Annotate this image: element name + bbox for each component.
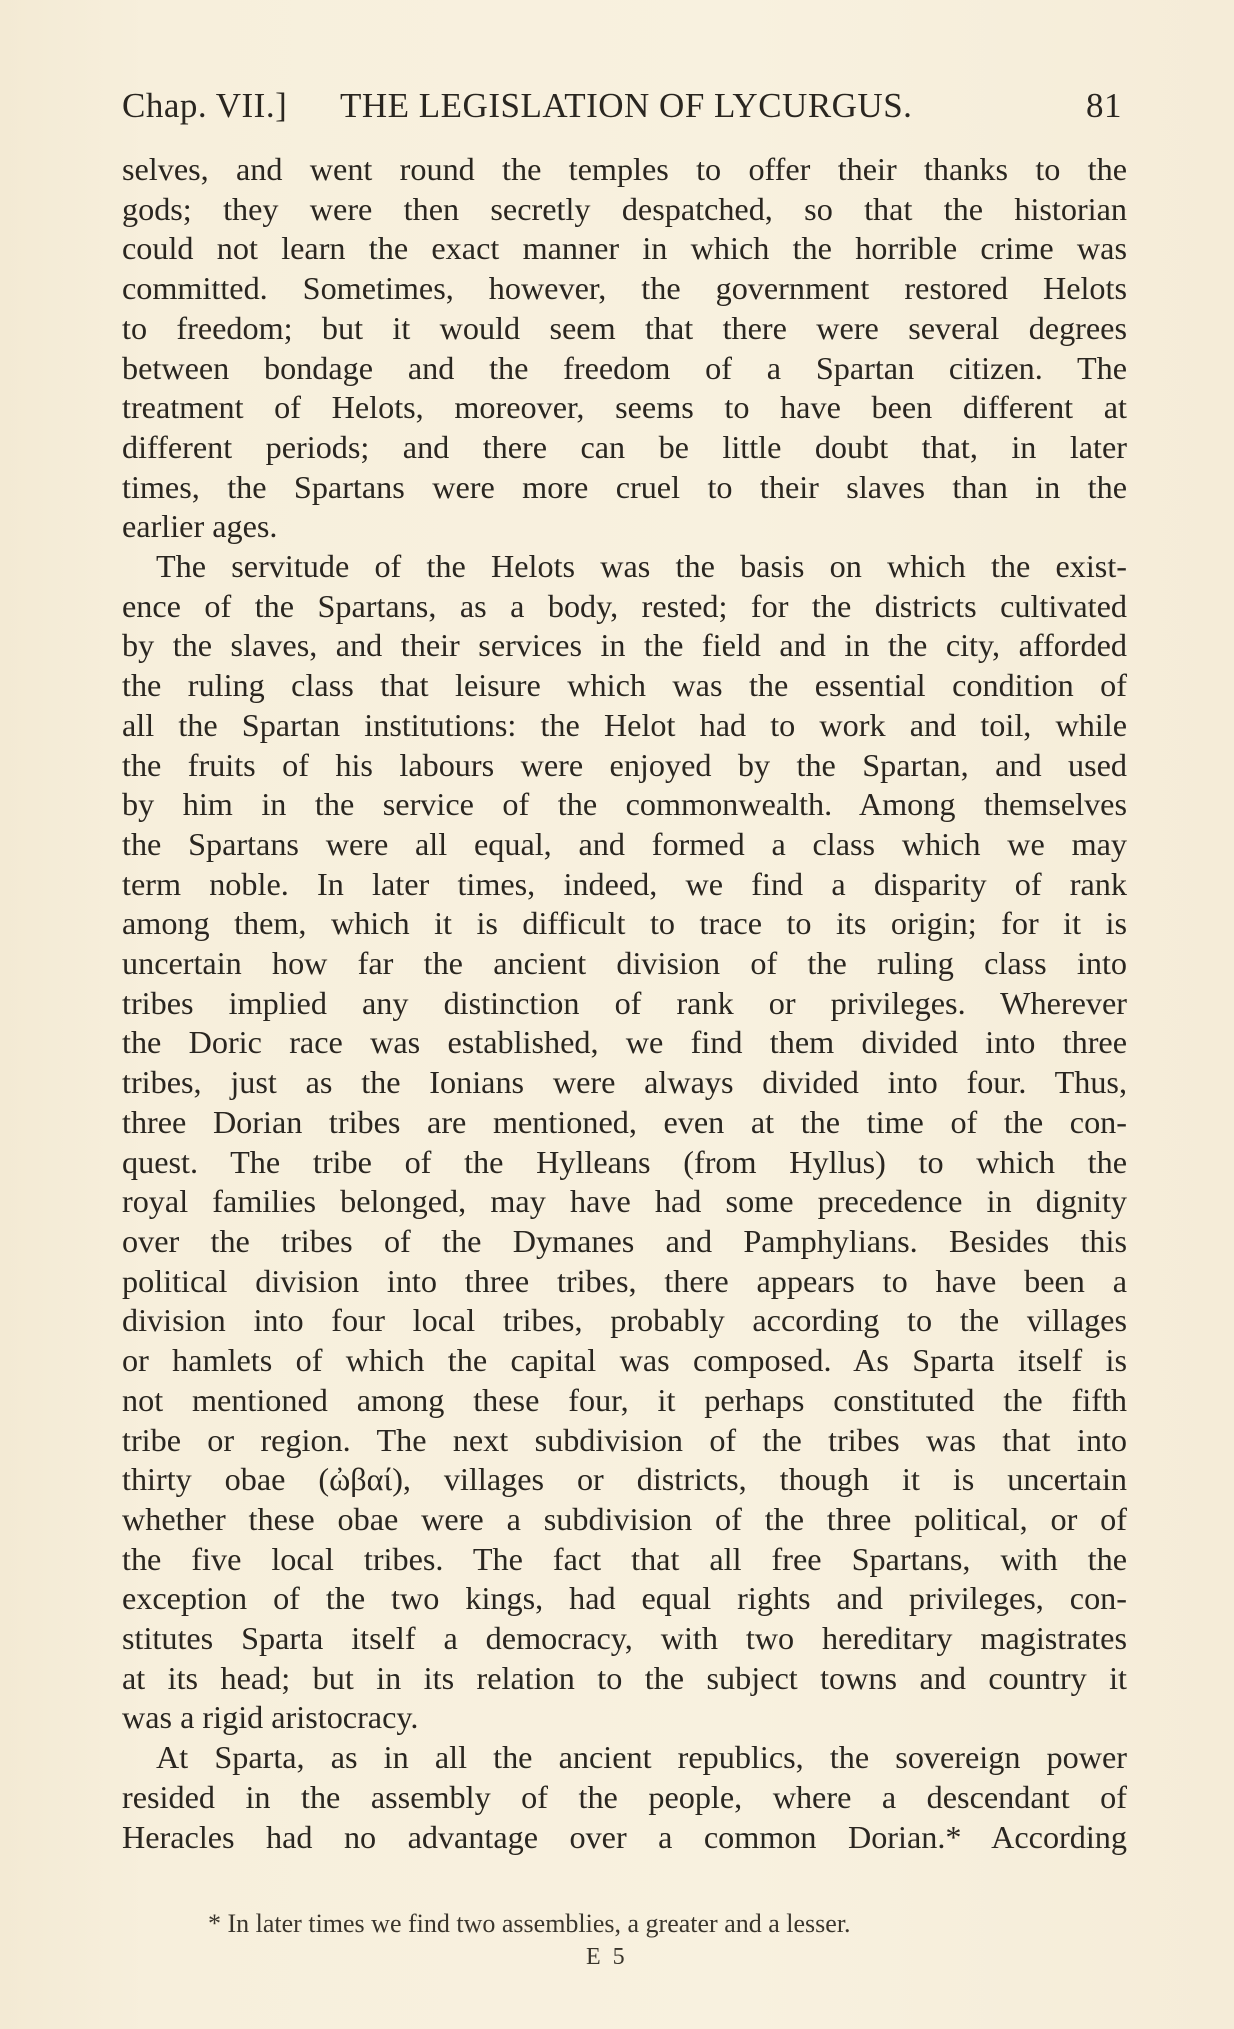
text-line: different periods; and there can be little doubt that, in later	[122, 428, 1127, 465]
text-line: At Sparta, as in all the ancient republics, the sovereign power	[156, 1739, 1127, 1776]
text-line: division into four local tribes, probably according to the villages	[122, 1302, 1127, 1339]
text-line: the Doric race was established, we find them divided into three	[122, 1024, 1127, 1061]
running-title: THE LEGISLATION OF LYCURGUS.	[340, 86, 913, 125]
text-line: the five local tribes. The fact that all free Spartans, with the	[122, 1540, 1127, 1577]
text-line: among them, which it is difficult to trace to its origin; for it is	[122, 905, 1127, 942]
text-line: resided in the assembly of the people, where a descendant of	[122, 1778, 1127, 1815]
text-line: between bondage and the freedom of a Spartan citizen. The	[122, 349, 1127, 386]
signature-mark: E 5	[586, 1944, 628, 1970]
text-line: by the slaves, and their services in the field and in the city, afforded	[122, 627, 1127, 664]
text-line: ence of the Spartans, as a body, rested; for the districts cultivated	[122, 587, 1127, 624]
body-text	[122, 150, 1127, 1857]
text-line: the Spartans were all equal, and formed a class which we may	[122, 825, 1127, 862]
text-line: tribes, just as the Ionians were always divided into four. Thus,	[122, 1064, 1127, 1101]
text-line: not mentioned among these four, it perhaps constituted the fifth	[122, 1381, 1127, 1418]
text-line: at its head; but in its relation to the subject towns and country it	[122, 1659, 1127, 1696]
text-line: The servitude of the Helots was the basis on which the exist-	[156, 548, 1127, 585]
text-line: uncertain how far the ancient division of the ruling class into	[122, 945, 1127, 982]
text-line: royal families belonged, may have had some precedence in dignity	[122, 1183, 1127, 1220]
text-line: selves, and went round the temples to offer their thanks to the	[122, 151, 1127, 187]
text-line: gods; they were then secretly despatched, so that the historian	[122, 190, 1127, 227]
text-line: was a rigid aristocracy.	[122, 1699, 419, 1736]
text-line: term noble. In later times, indeed, we find a disparity of rank	[122, 865, 1127, 902]
text-line: the fruits of his labours were enjoyed by the Spartan, and used	[122, 746, 1127, 783]
text-line: stitutes Sparta itself a democracy, with two hereditary magistrates	[122, 1620, 1127, 1657]
page-number: 81	[1086, 86, 1122, 125]
text-line: political division into three tribes, there appears to have been a	[122, 1262, 1127, 1299]
text-line: quest. The tribe of the Hylleans (from Hyllus) to which the	[122, 1143, 1127, 1180]
running-header	[122, 86, 1122, 136]
text-line: Heracles had no advantage over a common Dorian.* According	[122, 1818, 1127, 1855]
text-line: could not learn the exact manner in which the horrible crime was	[122, 230, 1127, 267]
chapter-label: Chap. VII.]	[122, 86, 288, 125]
text-line: tribe or region. The next subdivision of the tribes was that into	[122, 1421, 1127, 1458]
text-line: three Dorian tribes are mentioned, even at the time of the con-	[122, 1103, 1127, 1140]
text-line: earlier ages.	[122, 508, 278, 545]
text-line: whether these obae were a subdivision of the three political, or of	[122, 1500, 1127, 1537]
text-line: over the tribes of the Dymanes and Pamphylians. Besides this	[122, 1222, 1127, 1259]
text-line: all the Spartan institutions: the Helot had to work and toil, while	[122, 706, 1127, 743]
text-line: the ruling class that leisure which was the essential condition of	[122, 667, 1127, 704]
text-line: thirty obae (ὠβαί), villages or districts, though it is uncertain	[122, 1461, 1127, 1498]
text-line: by him in the service of the commonwealth. Among themselves	[122, 786, 1127, 823]
text-line: tribes implied any distinction of rank or privileges. Wherever	[122, 984, 1127, 1021]
text-line: committed. Sometimes, however, the government restored Helots	[122, 270, 1127, 307]
text-line: treatment of Helots, moreover, seems to have been different at	[122, 389, 1127, 426]
footnote: * In later times we find two assemblies, a greater and a lesser.	[208, 1909, 851, 1938]
text-line: or hamlets of which the capital was composed. As Sparta itself is	[122, 1342, 1127, 1379]
text-line: exception of the two kings, had equal rights and privileges, con-	[122, 1580, 1127, 1617]
text-line: to freedom; but it would seem that there were several degrees	[122, 309, 1127, 346]
text-line: times, the Spartans were more cruel to their slaves than in the	[122, 468, 1127, 505]
